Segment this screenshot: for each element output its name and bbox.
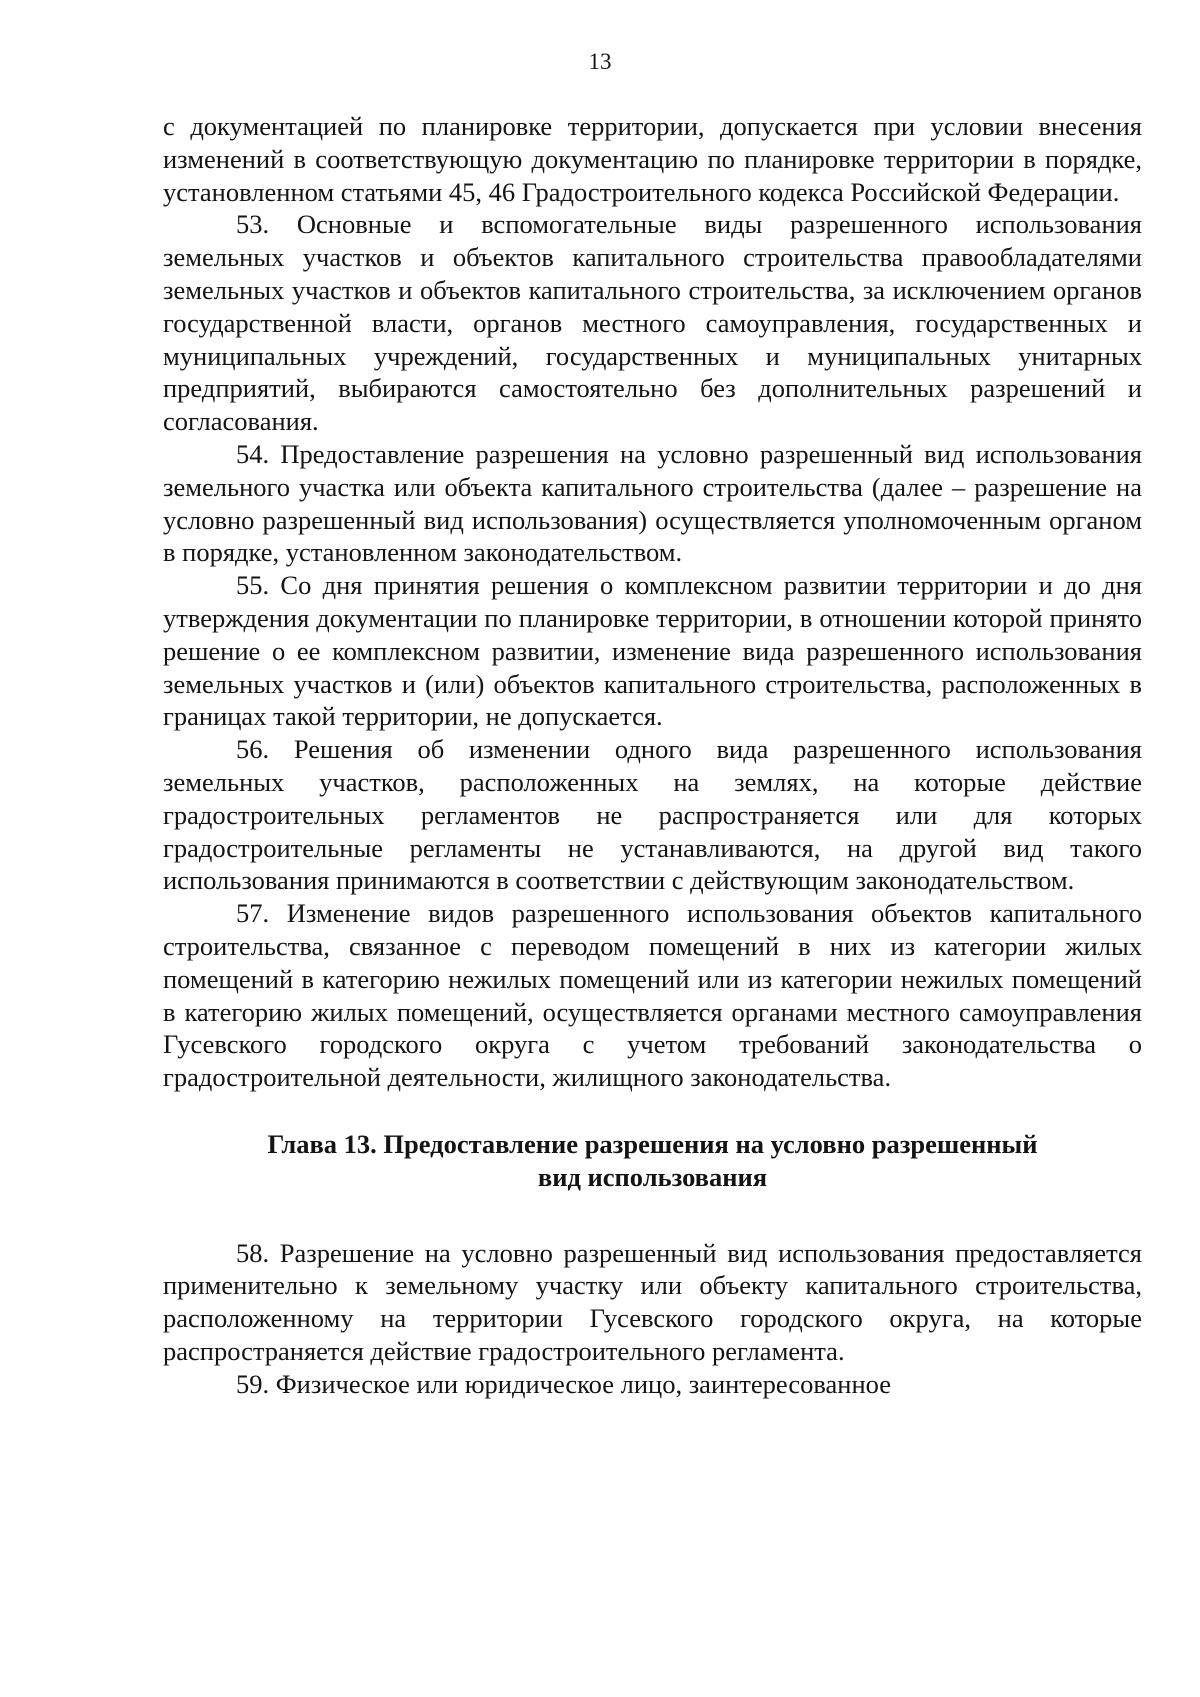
page-number: 13 xyxy=(588,49,612,74)
paragraph-55: 55. Со дня принятия решения о комплексном развитии территории и до дня утверждения документации по планировке территории, в отношении которой принято решение о ее комплексном развитии, изменение вида разрешенного использования земельных участков и (или) объектов капитального строительства, расположенных в границах такой территории, не допускается. xyxy=(163,570,1142,732)
paragraph-59: 59. Физическое или юридическое лицо, заинтересованное xyxy=(236,1368,891,1399)
paragraph-53: 53. Основные и вспомогательные виды разрешенного использования земельных участков и объектов капитального строительства правообладателями земельных участков и объектов капитального строительства, за исключением органов государственной власти, органов местного самоуправления, государственных и муниципальных учреждений, государственных и муниципальных унитарных предприятий, выбираются самостоятельно без дополнительных разрешений и согласования. xyxy=(163,209,1142,437)
document-body xyxy=(163,110,1142,1400)
paragraph-54: 54. Предоставление разрешения на условно разрешенный вид использования земельного участка или объекта капитального строительства (далее – разрешение на условно разрешенный вид использования) осуществляется уполномоченным органом в порядке, установленном законодательством. xyxy=(163,438,1142,568)
chapter-title-line-2: вид использования xyxy=(537,1161,768,1192)
chapter-title-line-1: Глава 13. Предоставление разрешения на условно разрешенный xyxy=(267,1128,1038,1159)
paragraph-56: 56. Решения об изменении одного вида разрешенного использования земельных участков, расположенных на землях, на которые действие градостроительных регламентов не распространяется или для которых градостроительные регламенты не устанавливаются, на другой вид такого использования принимаются в соответствии с действующим законодательством. xyxy=(163,734,1142,896)
paragraph-58: 58. Разрешение на условно разрешенный вид использования предоставляется применительно к земельному участку или объекту капитального строительства, расположенному на территории Гусевского городского округа, на которые распространяется действие градостроительного регламента. xyxy=(163,1237,1142,1366)
chapter-heading xyxy=(163,1128,1142,1194)
paragraph-57: 57. Изменение видов разрешенного использования объектов капитального строительства, связанное с переводом помещений в них из категории жилых помещений в категорию нежилых помещений или из категории нежилых помещений в категорию жилых помещений, осуществляется органами местного самоуправления Гусевского городского округа с учетом требований законодательства о градостроительной деятельности, жилищного законодательства. xyxy=(163,898,1142,1093)
paragraph-continuation: с документацией по планировке территории, допускается при условии внесения изменений в соответствующую документацию по планировке территории в порядке, установленном статьями 45, 46 Градостроительного кодекса Российской Федерации. xyxy=(163,111,1142,207)
